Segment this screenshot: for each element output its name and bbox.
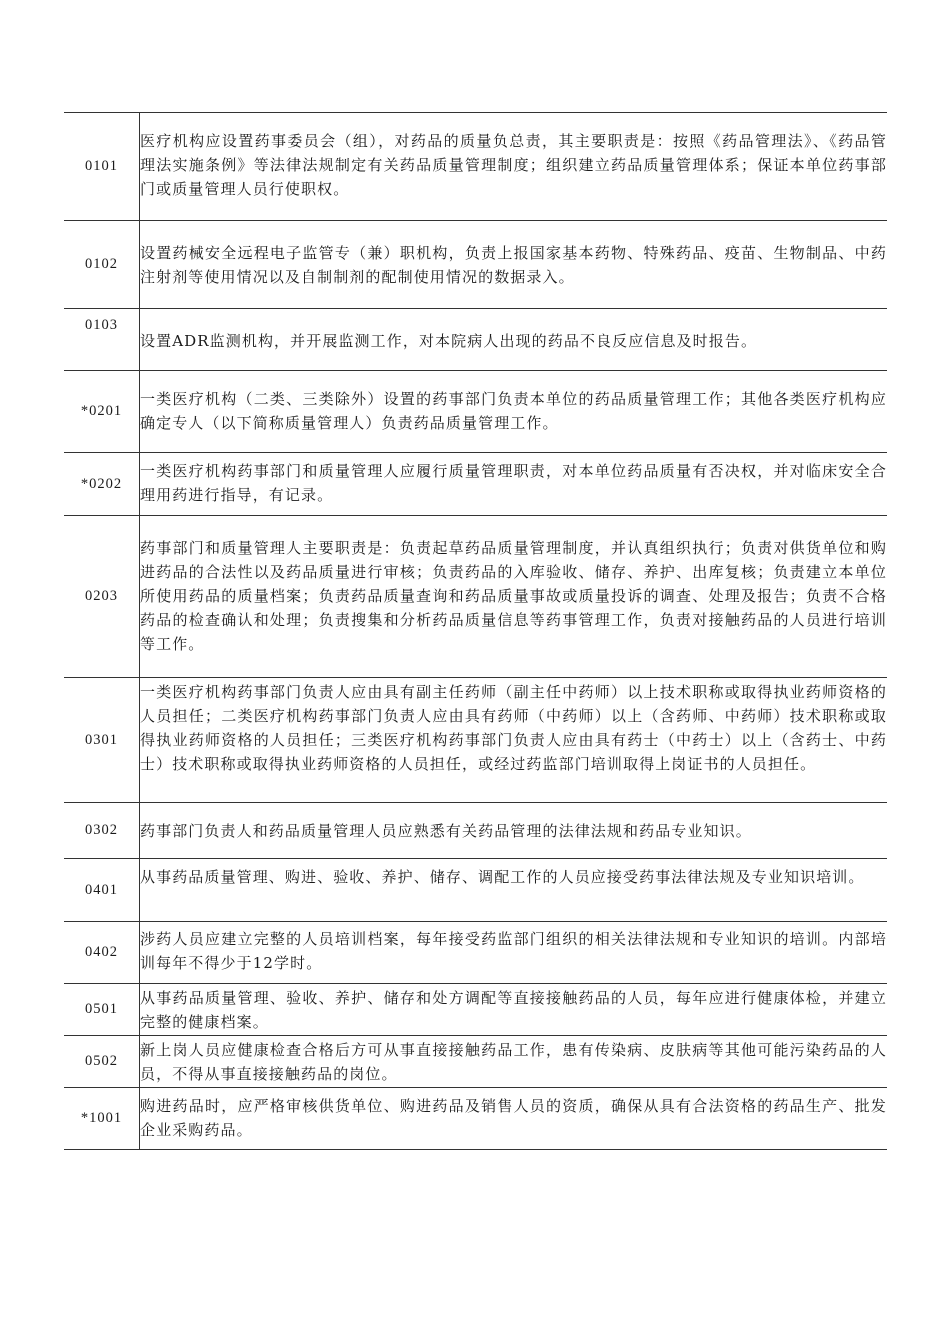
item-code: 0301 — [64, 678, 140, 803]
item-text: 从事药品质量管理、验收、养护、储存和处方调配等直接接触药品的人员，每年应进行健康体检，并建立完整的健康档案。 — [140, 984, 888, 1036]
item-text: 医疗机构应设置药事委员会（组），对药品的质量负总责，其主要职责是：按照《药品管理法》、《药品管理法实施条例》等法律法规制定有关药品质量管理制度；组织建立药品质量管理体系；保证本单位药事部门或质量管理人员行使职权。 — [140, 113, 888, 221]
item-text: 药事部门和质量管理人主要职责是：负责起草药品质量管理制度，并认真组织执行；负责对供货单位和购进药品的合法性以及药品质量进行审核；负责药品的入库验收、储存、养护、出库复核；负责建立本单位所使用药品的质量档案；负责药品质量查询和药品质量事故或质量投诉的调查、处理及报告；负责不合格药品的检查确认和处理；负责搜集和分析药品质量信息等药事管理工作，负责对接触药品的人员进行培训等工作。 — [140, 516, 888, 678]
item-code: 0203 — [64, 516, 140, 678]
item-code: 0401 — [64, 859, 140, 922]
table-row — [64, 221, 887, 309]
regulation-table-container — [64, 112, 887, 1150]
item-code: 0302 — [64, 803, 140, 859]
table-row — [64, 859, 887, 922]
table-row — [64, 984, 887, 1036]
item-text: 设置药械安全远程电子监管专（兼）职机构，负责上报国家基本药物、特殊药品、疫苗、生物制品、中药注射剂等使用情况以及自制制剂的配制使用情况的数据录入。 — [140, 221, 888, 309]
item-text: 购进药品时，应严格审核供货单位、购进药品及销售人员的资质，确保从具有合法资格的药品生产、批发企业采购药品。 — [140, 1088, 888, 1150]
item-text: 一类医疗机构（二类、三类除外）设置的药事部门负责本单位的药品质量管理工作；其他各类医疗机构应确定专人（以下简称质量管理人）负责药品质量管理工作。 — [140, 371, 888, 453]
item-text: 设置ADR监测机构，并开展监测工作，对本院病人出现的药品不良反应信息及时报告。 — [140, 309, 888, 371]
table-row — [64, 678, 887, 803]
item-code: 0501 — [64, 984, 140, 1036]
regulation-table — [64, 112, 887, 1150]
item-code: 0101 — [64, 113, 140, 221]
table-row — [64, 1088, 887, 1150]
item-code: *1001 — [64, 1088, 140, 1150]
item-text: 药事部门负责人和药品质量管理人员应熟悉有关药品管理的法律法规和药品专业知识。 — [140, 803, 888, 859]
item-text: 一类医疗机构药事部门负责人应由具有副主任药师（副主任中药师）以上技术职称或取得执业药师资格的人员担任；二类医疗机构药事部门负责人应由具有药师（中药师）以上（含药师、中药师）技术职称或取得执业药师资格的人员担任；三类医疗机构药事部门负责人应由具有药士（中药士）以上（含药士、中药士）技术职称或取得执业药师资格的人员担任，或经过药监部门培训取得上岗证书的人员担任。 — [140, 678, 888, 803]
item-code: 0103 — [64, 309, 140, 371]
table-row — [64, 922, 887, 984]
item-text: 一类医疗机构药事部门和质量管理人应履行质量管理职责，对本单位药品质量有否决权，并对临床安全合理用药进行指导，有记录。 — [140, 453, 888, 516]
item-code: 0502 — [64, 1036, 140, 1088]
table-row — [64, 803, 887, 859]
table-row — [64, 113, 887, 221]
item-text: 涉药人员应建立完整的人员培训档案，每年接受药监部门组织的相关法律法规和专业知识的培训。内部培训每年不得少于12学时。 — [140, 922, 888, 984]
item-text: 从事药品质量管理、购进、验收、养护、储存、调配工作的人员应接受药事法律法规及专业知识培训。 — [140, 859, 888, 922]
table-row — [64, 516, 887, 678]
item-code: 0102 — [64, 221, 140, 309]
item-code: *0201 — [64, 371, 140, 453]
item-text: 新上岗人员应健康检查合格后方可从事直接接触药品工作，患有传染病、皮肤病等其他可能污染药品的人员，不得从事直接接触药品的岗位。 — [140, 1036, 888, 1088]
item-code: *0202 — [64, 453, 140, 516]
table-row — [64, 453, 887, 516]
table-row — [64, 309, 887, 371]
item-code: 0402 — [64, 922, 140, 984]
table-row — [64, 371, 887, 453]
table-row — [64, 1036, 887, 1088]
